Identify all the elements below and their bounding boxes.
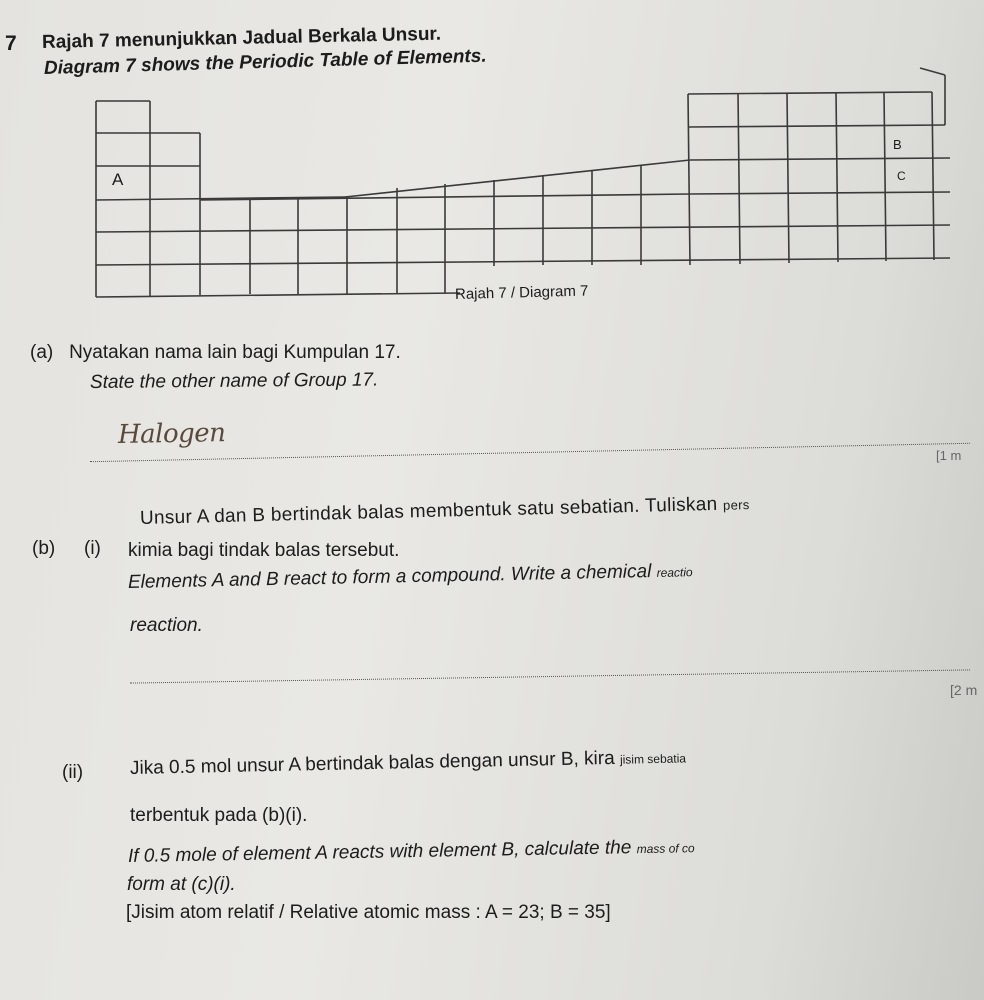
part-a-handwritten-answer: Halogen (117, 418, 226, 450)
question-number: 7 (5, 32, 17, 55)
part-b-ii-question-malay-1 (130, 746, 686, 780)
part-b-ii-number: (ii) (62, 762, 84, 783)
part-b-i-question-english-2: reaction. (130, 615, 203, 636)
part-a-marks: [1 m (936, 448, 962, 463)
relative-atomic-mass-note: [Jisim atom relatif / Relative atomic mass : A = 23; B = 35] (126, 902, 611, 923)
part-b-i-marks: [2 m (950, 682, 978, 698)
part-b-i-malay-1-text: Unsur A dan B bertindak balas membentuk satu sebatian. Tuliskan (139, 493, 718, 529)
part-b-i-question-english-1 (128, 560, 693, 594)
part-a-number: (a) (30, 342, 54, 363)
part-b-ii-english-1-text: If 0.5 mole of element A reacts with element B, calculate the (127, 837, 632, 867)
element-b-label: B (893, 137, 902, 152)
part-b-ii-malay-1-cut: jisim sebatia (619, 751, 687, 767)
part-b-ii-question-malay-2: terbentuk pada (b)(i). (130, 805, 308, 826)
part-a-question-malay: Nyatakan nama lain bagi Kumpulan 17. (69, 342, 401, 363)
periodic-table-grid (96, 68, 950, 297)
part-b-i-question-malay-2: kimia bagi tindak balas tersebut. (128, 540, 400, 561)
part-b-i-english-1-text: Elements A and B react to form a compound. Write a chemical (127, 561, 652, 593)
part-b-i-malay-1-cut: pers (722, 497, 750, 513)
diagram-caption: Rajah 7 / Diagram 7 (454, 282, 589, 303)
element-a-label: A (112, 170, 124, 189)
part-b-i-number: (i) (84, 538, 101, 559)
part-b-ii-malay-1-text: Jika 0.5 mol unsur A bertindak balas dengan unsur B, kira (129, 747, 615, 779)
intro-english: Diagram 7 shows the Periodic Table of Elements. (43, 45, 487, 79)
part-a-label (30, 342, 401, 364)
part-b-ii-question-english-1 (128, 836, 695, 868)
part-b-ii-english-1-cut: mass of co (636, 841, 695, 857)
part-b-ii-question-english-2: form at (c)(i). (127, 874, 236, 895)
part-b-i-question-malay-1 (140, 493, 750, 530)
periodic-table-diagram (0, 0, 984, 310)
intro-malay: Rajah 7 menunjukkan Jadual Berkala Unsur. (41, 23, 442, 53)
part-b-i-english-1-cut: reactio (656, 565, 693, 580)
element-c-label: C (897, 169, 906, 183)
answer-line-b-i (130, 669, 970, 683)
part-a-question-english: State the other name of Group 17. (89, 369, 379, 393)
part-b-number: (b) (32, 538, 56, 559)
